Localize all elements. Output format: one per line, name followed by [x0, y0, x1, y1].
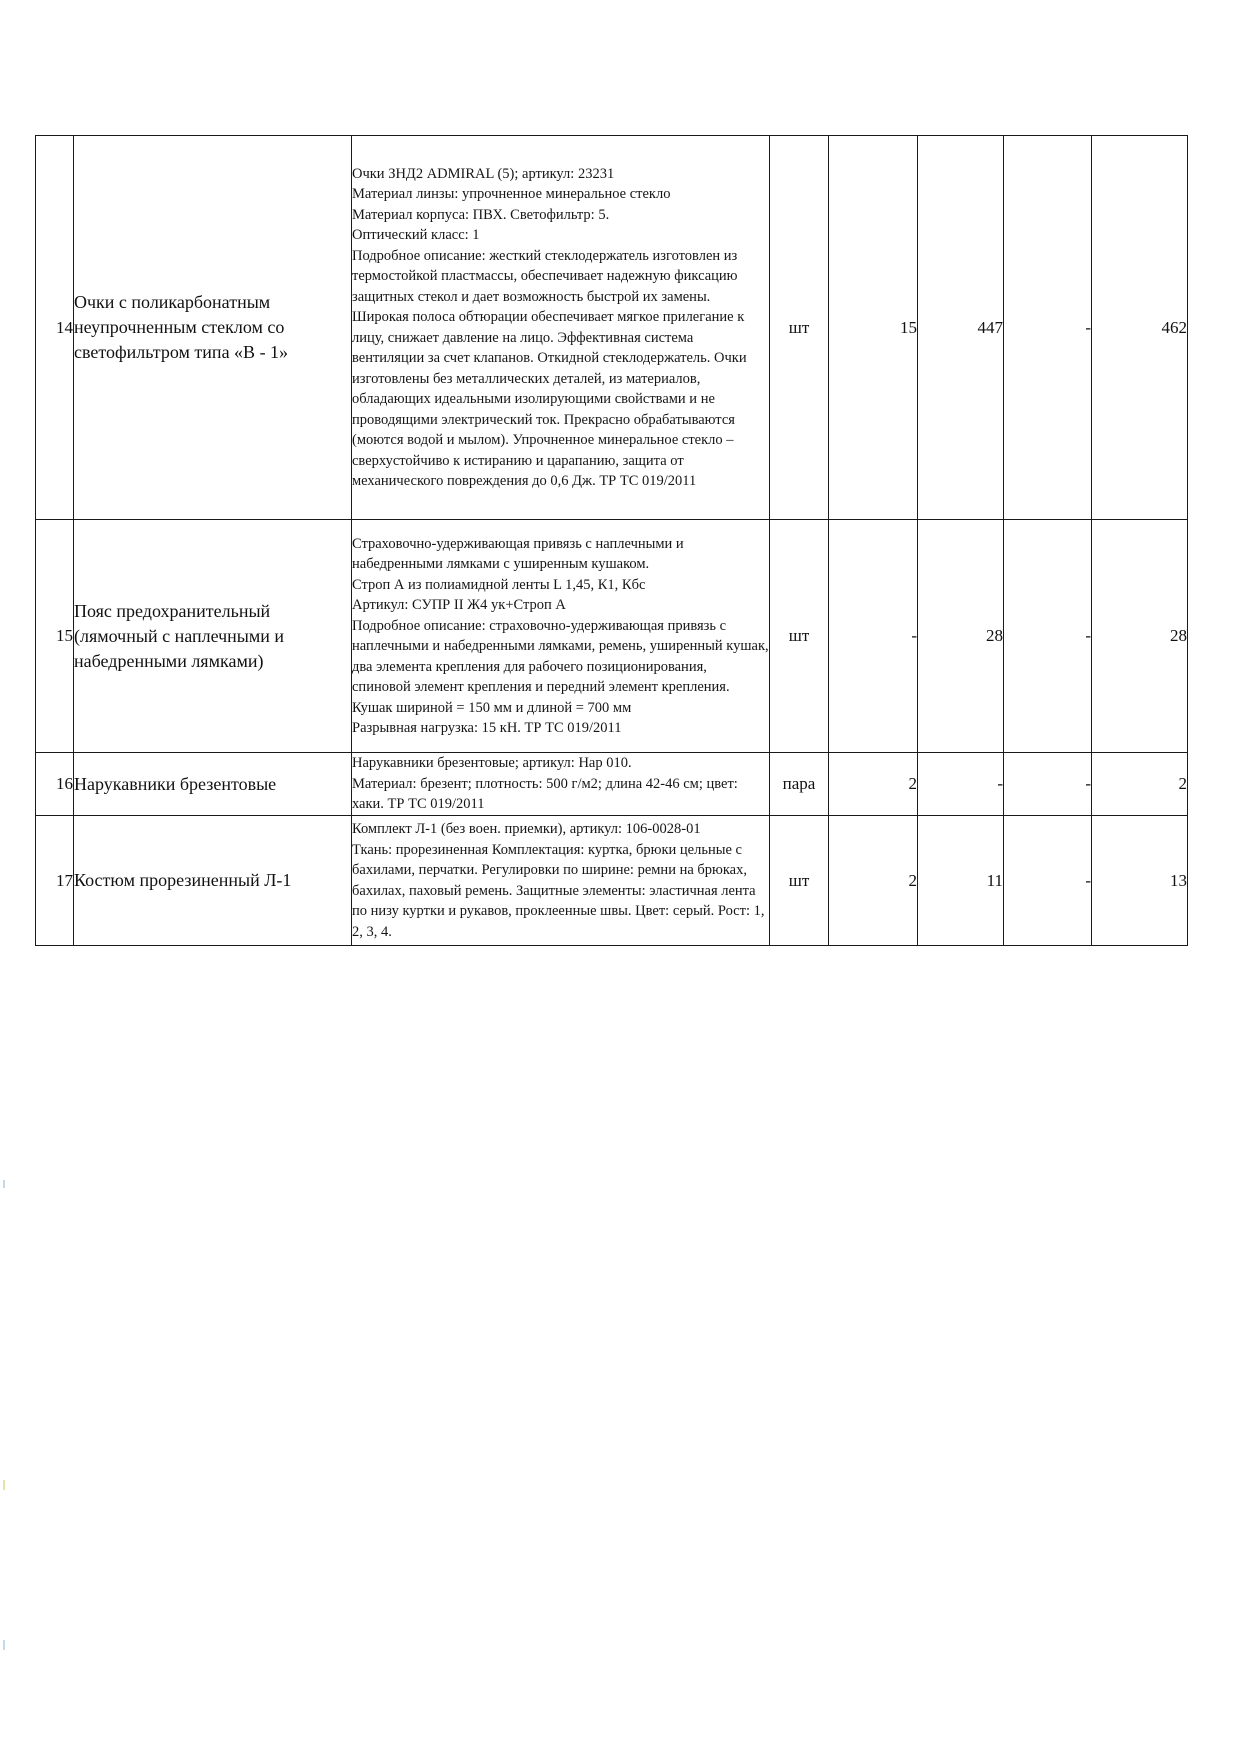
scan-edge-mark	[3, 1480, 5, 1490]
item-quantity-1: -	[829, 520, 918, 753]
item-unit: пара	[770, 753, 829, 816]
row-number: 16	[36, 753, 74, 816]
table-row	[36, 753, 1188, 816]
item-description: Комплект Л-1 (без воен. приемки), артикул: 106-0028-01 Ткань: прорезиненная Комплектация: куртка, брюки цельные с бахилами, перчатки. Регулировки по ширине: ремни на брюках, бахилах, паховый ремень. Защитные элементы: эластичная лента по низу куртки и рукавов, проклеенные швы. Цвет: серый. Рост: 1, 2, 3, 4.	[352, 816, 770, 946]
row-number: 15	[36, 520, 74, 753]
table-row	[36, 136, 1188, 520]
item-quantity-2: 447	[918, 136, 1004, 520]
table-row	[36, 816, 1188, 946]
item-total: 462	[1092, 136, 1188, 520]
item-total: 28	[1092, 520, 1188, 753]
item-description: Очки ЗНД2 ADMIRAL (5); артикул: 23231 Материал линзы: упрочненное минеральное стекло Материал корпуса: ПВХ. Светофильтр: 5. Оптический класс: 1 Подробное описание: жесткий стеклодержатель изготовлен из термостойкой пластмассы, обеспечивает надежную фиксацию защитных стекол и дает возможность быстрой их замены. Широкая полоса обтюрации обеспечивает мягкое прилегание к лицу, снижает давление на лицо. Эффективная система вентиляции за счет клапанов. Откидной стеклодержатель. Очки изготовлены без металлических деталей, из материалов, обладающих идеальными изолирующими свойствами и не проводящими электрический ток. Прекрасно обрабатываются (моются водой и мылом). Упрочненное минеральное стекло – сверхустойчиво к истиранию и царапанию, защита от механического повреждения до 0,6 Дж. ТР ТС 019/2011	[352, 136, 770, 520]
item-unit: шт	[770, 136, 829, 520]
item-name: Костюм прорезиненный Л-1	[74, 816, 352, 946]
item-quantity-3: -	[1004, 753, 1092, 816]
item-description: Страховочно-удерживающая привязь с наплечными и набедренными лямками с уширенным кушаком. Строп А из полиамидной ленты L 1,45, К1, Кбс Артикул: СУПР II Ж4 ук+Строп А Подробное описание: страховочно-удерживающая привязь с наплечными и набедренными лямками, ремень, уширенный кушак, два элемента крепления для рабочего позиционирования, спиновой элемент крепления и передний элемент крепления. Кушак шириной = 150 мм и длиной = 700 мм Разрывная нагрузка: 15 кН. ТР ТС 019/2011	[352, 520, 770, 753]
item-quantity-1: 2	[829, 753, 918, 816]
row-number: 17	[36, 816, 74, 946]
item-unit: шт	[770, 520, 829, 753]
item-quantity-3: -	[1004, 520, 1092, 753]
item-name: Пояс предохранительный (лямочный с наплечными и набедренными лямками)	[74, 520, 352, 753]
item-total: 13	[1092, 816, 1188, 946]
scan-edge-mark	[3, 1640, 5, 1650]
item-quantity-2: 11	[918, 816, 1004, 946]
item-quantity-1: 2	[829, 816, 918, 946]
item-quantity-2: -	[918, 753, 1004, 816]
scan-edge-mark	[3, 1180, 5, 1188]
item-quantity-3: -	[1004, 136, 1092, 520]
item-quantity-1: 15	[829, 136, 918, 520]
row-number: 14	[36, 136, 74, 520]
table-row	[36, 520, 1188, 753]
item-quantity-3: -	[1004, 816, 1092, 946]
specification-table	[35, 135, 1188, 946]
item-name: Нарукавники брезентовые	[74, 753, 352, 816]
item-quantity-2: 28	[918, 520, 1004, 753]
item-total: 2	[1092, 753, 1188, 816]
item-description: Нарукавники брезентовые; артикул: Нар 010. Материал: брезент; плотность: 500 г/м2; длина 42-46 см; цвет: хаки. ТР ТС 019/2011	[352, 753, 770, 816]
item-name: Очки с поликарбонатным неупрочненным стеклом со светофильтром типа «В - 1»	[74, 136, 352, 520]
item-unit: шт	[770, 816, 829, 946]
